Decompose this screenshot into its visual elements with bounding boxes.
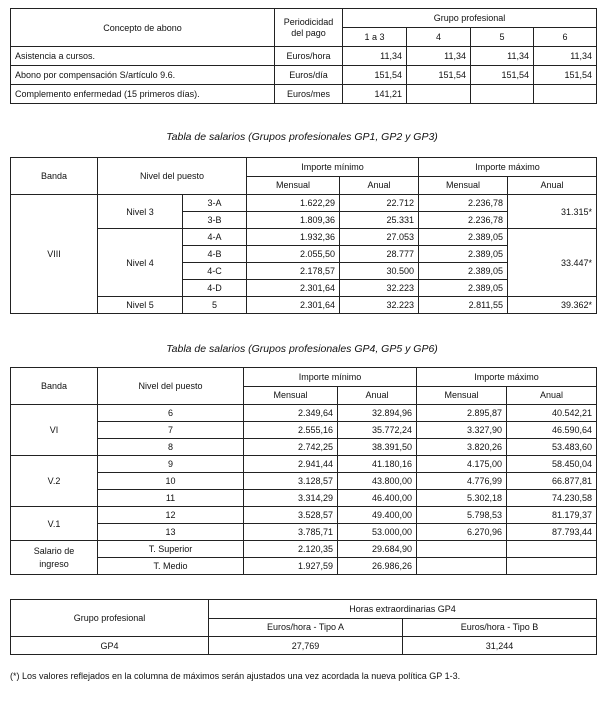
table-row — [11, 405, 597, 422]
salary-table-gp4-6 — [10, 367, 597, 575]
anual-min-cell: 30.500 — [340, 263, 419, 280]
tipo-a-cell: 27,769 — [209, 637, 403, 655]
banda-salario-line1: Salario de — [33, 545, 75, 556]
header-mensual: Mensual — [247, 176, 340, 195]
table-row — [11, 229, 597, 246]
period-cell: Euros/hora — [275, 47, 343, 66]
mensual-min-cell: 2.178,57 — [247, 263, 340, 280]
concept-cell: Abono por compensación S/artículo 9.6. — [11, 66, 275, 85]
mensual-max-cell: 3.820,26 — [417, 439, 507, 456]
anual-min-cell: 27.053 — [340, 229, 419, 246]
anual-max-cell: 53.483,60 — [507, 439, 597, 456]
group-header: 4 — [407, 28, 471, 47]
mensual-min-cell: 3.128,57 — [244, 473, 338, 490]
caption-gp4-6: Tabla de salarios (Grupos profesionales GP4, GP5 y GP6) — [166, 343, 438, 355]
anual-min-cell: 32.223 — [340, 297, 419, 314]
header-importe-minimo: Importe mínimo — [247, 158, 419, 177]
group-header: 1 a 3 — [343, 28, 407, 47]
nivel-cell: Nivel 5 — [98, 297, 183, 314]
mensual-max-cell — [417, 541, 507, 558]
table-row — [11, 541, 597, 558]
value-cell: 11,34 — [343, 47, 407, 66]
mensual-min-cell: 2.301,64 — [247, 280, 340, 297]
anual-min-cell: 49.400,00 — [338, 507, 417, 524]
header-periodicidad: Periodicidad del pago — [275, 9, 343, 47]
value-cell: 151,54 — [471, 66, 534, 85]
header-mensual: Mensual — [419, 176, 508, 195]
mensual-max-cell: 2.895,87 — [417, 405, 507, 422]
banda-cell — [11, 541, 98, 575]
mensual-min-cell: 2.742,25 — [244, 439, 338, 456]
header-importe-maximo: Importe máximo — [417, 368, 597, 387]
anual-max-cell: 87.793,44 — [507, 524, 597, 541]
banda-cell: V.1 — [11, 507, 98, 541]
table-row — [11, 637, 597, 655]
nivel-cell: 12 — [98, 507, 244, 524]
header-banda: Banda — [11, 158, 98, 195]
value-cell: 151,54 — [407, 66, 471, 85]
mensual-min-cell: 1.809,36 — [247, 212, 340, 229]
subnivel-cell: 4-A — [183, 229, 247, 246]
mensual-max-cell: 2.389,05 — [419, 280, 508, 297]
table-row — [11, 66, 597, 85]
anual-min-cell: 26.986,26 — [338, 558, 417, 575]
subnivel-cell: 4-C — [183, 263, 247, 280]
nivel-cell: Nivel 3 — [98, 195, 183, 229]
mensual-max-cell: 4.175,00 — [417, 456, 507, 473]
subnivel-cell: 5 — [183, 297, 247, 314]
period-cell: Euros/mes — [275, 85, 343, 104]
salary-table-gp1-3 — [10, 157, 597, 314]
anual-max-cell: 33.447* — [508, 229, 597, 297]
anual-max-cell: 58.450,04 — [507, 456, 597, 473]
banda-cell: VI — [11, 405, 98, 456]
anual-max-cell: 74.230,58 — [507, 490, 597, 507]
mensual-max-cell: 5.302,18 — [417, 490, 507, 507]
anual-min-cell: 28.777 — [340, 246, 419, 263]
value-cell — [407, 85, 471, 104]
anual-min-cell: 46.400,00 — [338, 490, 417, 507]
table-row — [11, 422, 597, 439]
mensual-min-cell: 2.055,50 — [247, 246, 340, 263]
header-grupo-profesional: Grupo profesional — [11, 600, 209, 637]
anual-min-cell: 22.712 — [340, 195, 419, 212]
nivel-cell: 8 — [98, 439, 244, 456]
header-importe-minimo: Importe mínimo — [244, 368, 417, 387]
banda-cell: V.2 — [11, 456, 98, 507]
footnote: (*) Los valores reflejados en la columna de máximos serán ajustados una vez acordada la nueva política GP 1-3. — [10, 671, 461, 681]
header-tipo-a: Euros/hora - Tipo A — [209, 618, 403, 637]
group-header: 6 — [534, 28, 597, 47]
mensual-max-cell: 4.776,99 — [417, 473, 507, 490]
mensual-max-cell: 6.270,96 — [417, 524, 507, 541]
nivel-cell: T. Superior — [98, 541, 244, 558]
anual-min-cell: 38.391,50 — [338, 439, 417, 456]
nivel-cell: Nivel 4 — [98, 229, 183, 297]
value-cell: 151,54 — [534, 66, 597, 85]
mensual-max-cell: 2.389,05 — [419, 263, 508, 280]
mensual-min-cell: 1.932,36 — [247, 229, 340, 246]
header-tipo-b: Euros/hora - Tipo B — [403, 618, 597, 637]
table-row — [11, 195, 597, 212]
anual-max-cell — [507, 541, 597, 558]
nivel-cell: T. Medio — [98, 558, 244, 575]
anual-max-cell: 66.877,81 — [507, 473, 597, 490]
anual-min-cell: 32.894,96 — [338, 405, 417, 422]
mensual-max-cell: 2.811,55 — [419, 297, 508, 314]
mensual-max-cell: 5.798,53 — [417, 507, 507, 524]
anual-max-cell: 46.590,64 — [507, 422, 597, 439]
header-anual: Anual — [507, 386, 597, 405]
table-row — [11, 439, 597, 456]
anual-min-cell: 35.772,24 — [338, 422, 417, 439]
table-row — [11, 524, 597, 541]
table-row — [11, 456, 597, 473]
table-row — [11, 490, 597, 507]
anual-max-cell — [507, 558, 597, 575]
mensual-min-cell: 2.301,64 — [247, 297, 340, 314]
header-importe-maximo: Importe máximo — [419, 158, 597, 177]
anual-min-cell: 43.800,00 — [338, 473, 417, 490]
header-concepto: Concepto de abono — [11, 9, 275, 47]
nivel-cell: 13 — [98, 524, 244, 541]
tipo-b-cell: 31,244 — [403, 637, 597, 655]
mensual-min-cell: 2.941,44 — [244, 456, 338, 473]
subnivel-cell: 3-B — [183, 212, 247, 229]
table-row — [11, 507, 597, 524]
mensual-max-cell: 3.327,90 — [417, 422, 507, 439]
group-cell: GP4 — [11, 637, 209, 655]
anual-max-cell: 39.362* — [508, 297, 597, 314]
value-cell: 11,34 — [534, 47, 597, 66]
anual-min-cell: 53.000,00 — [338, 524, 417, 541]
mensual-max-cell — [417, 558, 507, 575]
nivel-cell: 10 — [98, 473, 244, 490]
group-header: 5 — [471, 28, 534, 47]
anual-min-cell: 29.684,90 — [338, 541, 417, 558]
header-nivel: Nivel del puesto — [98, 368, 244, 405]
mensual-min-cell: 3.314,29 — [244, 490, 338, 507]
mensual-max-cell: 2.236,78 — [419, 212, 508, 229]
value-cell: 11,34 — [471, 47, 534, 66]
anual-min-cell: 32.223 — [340, 280, 419, 297]
period-cell: Euros/día — [275, 66, 343, 85]
table-row — [11, 558, 597, 575]
header-banda: Banda — [11, 368, 98, 405]
anual-max-cell: 81.179,37 — [507, 507, 597, 524]
value-cell: 151,54 — [343, 66, 407, 85]
header-anual: Anual — [508, 176, 597, 195]
value-cell: 141,21 — [343, 85, 407, 104]
mensual-max-cell: 2.389,05 — [419, 246, 508, 263]
header-mensual: Mensual — [244, 386, 338, 405]
table-row — [11, 47, 597, 66]
overtime-table — [10, 599, 597, 655]
mensual-min-cell: 1.927,59 — [244, 558, 338, 575]
mensual-max-cell: 2.389,05 — [419, 229, 508, 246]
banda-salario-line2: ingreso — [39, 558, 69, 569]
header-anual: Anual — [340, 176, 419, 195]
mensual-min-cell: 2.120,35 — [244, 541, 338, 558]
nivel-cell: 7 — [98, 422, 244, 439]
concept-cell: Asistencia a cursos. — [11, 47, 275, 66]
anual-max-cell: 31.315* — [508, 195, 597, 229]
value-cell: 11,34 — [407, 47, 471, 66]
subnivel-cell: 4-D — [183, 280, 247, 297]
header-mensual: Mensual — [417, 386, 507, 405]
abonos-table — [10, 8, 597, 104]
mensual-min-cell: 2.349,64 — [244, 405, 338, 422]
nivel-cell: 9 — [98, 456, 244, 473]
anual-max-cell: 40.542,21 — [507, 405, 597, 422]
anual-min-cell: 41.180,16 — [338, 456, 417, 473]
caption-gp1-3: Tabla de salarios (Grupos profesionales GP1, GP2 y GP3) — [166, 131, 438, 143]
value-cell — [534, 85, 597, 104]
concept-cell: Complemento enfermedad (15 primeros días). — [11, 85, 275, 104]
anual-min-cell: 25.331 — [340, 212, 419, 229]
subnivel-cell: 4-B — [183, 246, 247, 263]
banda-cell: VIII — [11, 195, 98, 314]
subnivel-cell: 3-A — [183, 195, 247, 212]
nivel-cell: 11 — [98, 490, 244, 507]
mensual-max-cell: 2.236,78 — [419, 195, 508, 212]
mensual-min-cell: 2.555,16 — [244, 422, 338, 439]
table-row — [11, 85, 597, 104]
mensual-min-cell: 3.528,57 — [244, 507, 338, 524]
header-nivel: Nivel del puesto — [98, 158, 247, 195]
header-anual: Anual — [338, 386, 417, 405]
value-cell — [471, 85, 534, 104]
mensual-min-cell: 1.622,29 — [247, 195, 340, 212]
mensual-min-cell: 3.785,71 — [244, 524, 338, 541]
header-grupo-profesional: Grupo profesional — [343, 9, 597, 28]
table-row — [11, 473, 597, 490]
nivel-cell: 6 — [98, 405, 244, 422]
header-horas-extra: Horas extraordinarias GP4 — [209, 600, 597, 619]
table-row — [11, 297, 597, 314]
